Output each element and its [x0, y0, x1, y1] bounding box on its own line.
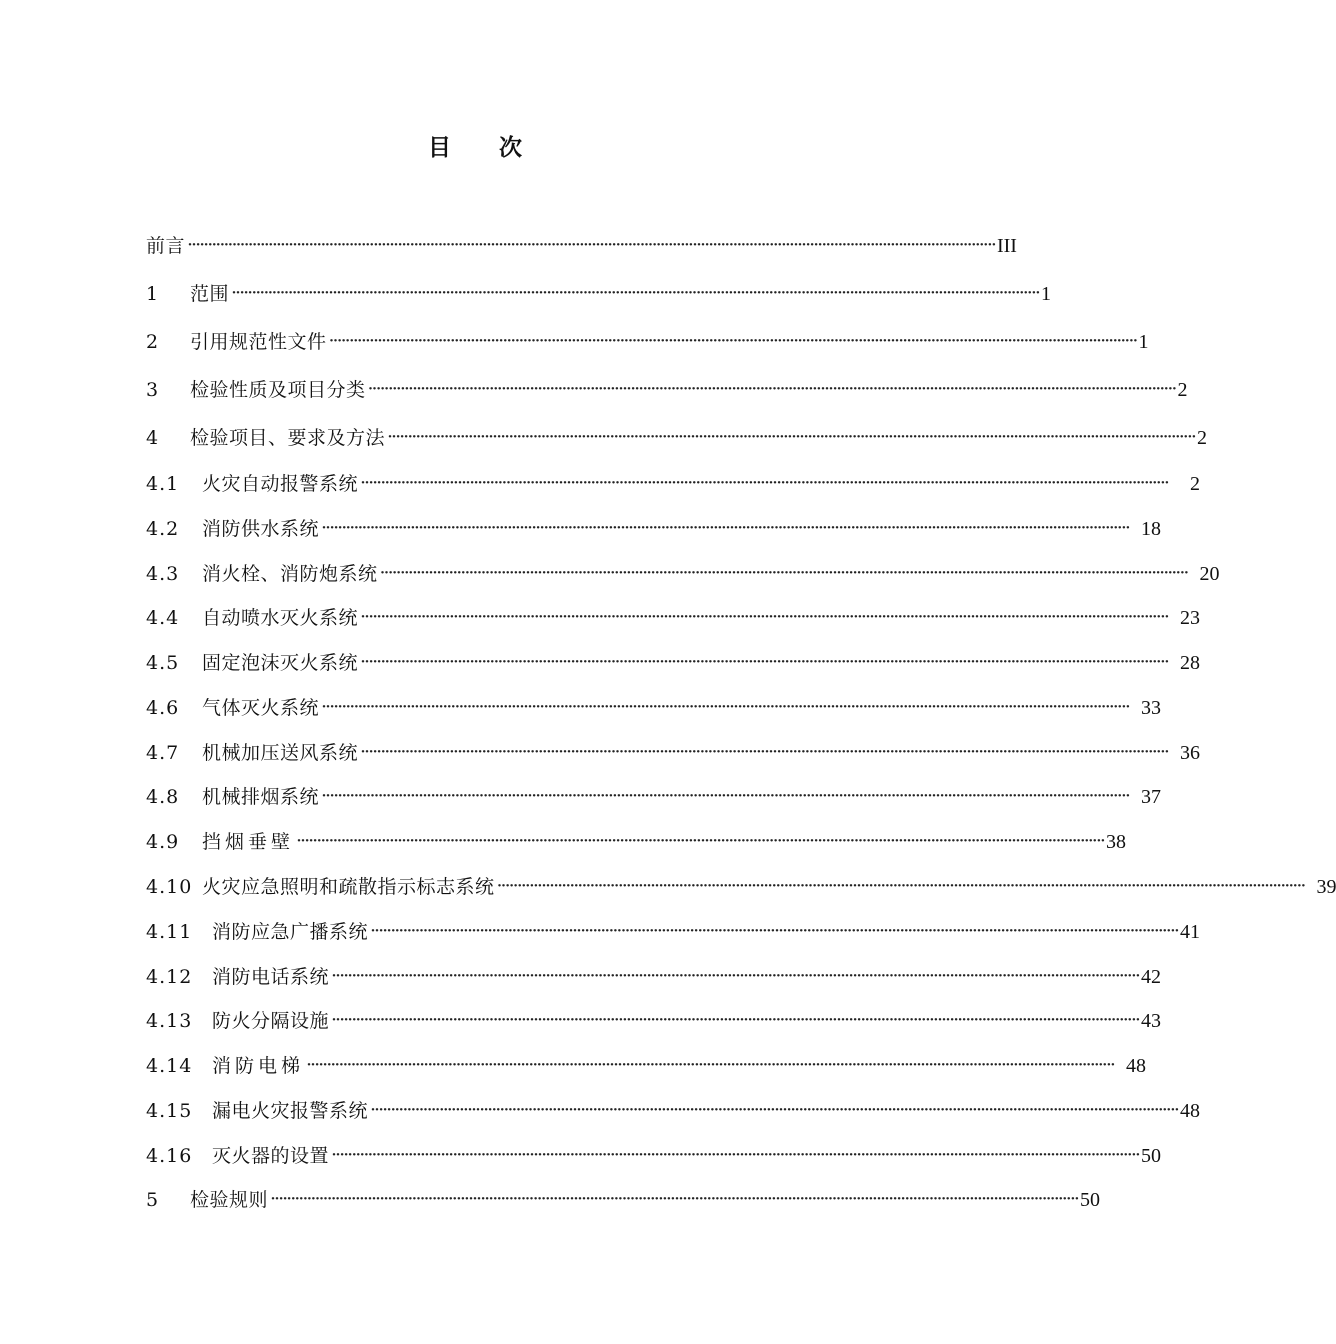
toc-entry[interactable]	[146, 1136, 1161, 1176]
toc-entry[interactable]	[146, 418, 1207, 458]
toc-entry[interactable]	[146, 322, 1149, 362]
toc-entry-number: 4	[146, 427, 160, 449]
toc-entry-label: 气体灭火系统	[202, 697, 320, 719]
toc-entry-label: 检验项目、要求及方法	[190, 427, 386, 449]
toc-entry-label: 消防电梯	[212, 1055, 305, 1077]
toc-entry-label: 前言	[146, 235, 186, 257]
toc-entry[interactable]	[146, 1091, 1200, 1131]
toc-entry-label: 机械排烟系统	[202, 786, 320, 808]
toc-entry-page: 38	[1105, 831, 1126, 853]
toc-leader: ········································································································································································································	[187, 234, 995, 256]
toc-entry-label: 检验性质及项目分类	[190, 379, 366, 401]
toc-entry-page: 50	[1079, 1189, 1100, 1211]
toc-entry-label: 消防电话系统	[212, 966, 330, 988]
toc-entry-number: 2	[146, 331, 160, 353]
toc-leader: ········································································································································································································	[231, 282, 1039, 304]
toc-entry[interactable]	[146, 957, 1161, 997]
toc-entry-label: 挡烟垂壁	[202, 831, 295, 853]
toc-entry-number: 4.4	[146, 607, 180, 629]
toc-entry-page: 50	[1140, 1145, 1161, 1167]
toc-entry-number: 4.12	[146, 966, 193, 988]
toc-entry-number: 4.5	[146, 652, 180, 674]
toc-entry[interactable]	[146, 733, 1200, 773]
toc-entry-label: 固定泡沫灭火系统	[202, 652, 359, 674]
toc-entry-label: 消防应急广播系统	[212, 921, 369, 943]
toc-entry-page: 2	[1196, 427, 1207, 449]
toc-entry-page: 2	[1177, 379, 1188, 401]
toc-leader: ········································································································································································································	[360, 606, 1168, 628]
toc-entry[interactable]	[146, 912, 1200, 952]
toc-entry-number: 4.13	[146, 1010, 193, 1032]
toc-entry-label: 引用规范性文件	[190, 331, 327, 353]
toc-entry-number: 4.6	[146, 697, 180, 719]
toc-leader: ········································································································································································································	[328, 330, 1137, 352]
toc-entry-label: 防火分隔设施	[212, 1010, 330, 1032]
toc-leader: ········································································································································································································	[306, 1054, 1114, 1076]
toc-entry-number: 4.10	[146, 876, 193, 898]
toc-leader: ········································································································································································································	[331, 965, 1139, 987]
toc-entry-number: 4.8	[146, 786, 180, 808]
toc-entry[interactable]	[146, 226, 1017, 266]
toc-leader: ········································································································································································································	[379, 562, 1188, 584]
toc-entry[interactable]	[146, 598, 1200, 638]
toc-entry-label: 消火栓、消防炮系统	[202, 563, 378, 585]
toc-entry-number: 4.16	[146, 1145, 193, 1167]
toc-entry-label: 消防供水系统	[202, 518, 320, 540]
toc-entry-number: 3	[146, 379, 160, 401]
toc-entry[interactable]	[146, 370, 1188, 410]
toc-entry[interactable]	[146, 509, 1161, 549]
toc-entry[interactable]	[146, 867, 1336, 907]
toc-entry[interactable]	[146, 822, 1126, 862]
toc-leader: ········································································································································································································	[387, 426, 1195, 448]
toc-leader: ········································································································································································································	[321, 517, 1129, 539]
toc-entry-page: 37	[1140, 786, 1161, 808]
toc-entry-page: 48	[1125, 1055, 1146, 1077]
toc-leader: ········································································································································································································	[270, 1188, 1078, 1210]
toc-entry-label: 自动喷水灭火系统	[202, 607, 359, 629]
toc-leader: ········································································································································································································	[331, 1144, 1139, 1166]
toc-entry-label: 检验规则	[190, 1189, 269, 1211]
toc-entry[interactable]	[146, 274, 1051, 314]
toc-entry[interactable]	[146, 1180, 1100, 1220]
toc-entry-page: 1	[1138, 331, 1149, 353]
toc-entry-number: 5	[146, 1189, 160, 1211]
toc-entry[interactable]	[146, 688, 1161, 728]
toc-entry-page: III	[996, 235, 1017, 257]
toc-entry-label: 范围	[190, 283, 230, 305]
toc-leader: ········································································································································································································	[331, 1009, 1139, 1031]
toc-leader: ········································································································································································································	[370, 920, 1178, 942]
toc-entry-page: 41	[1179, 921, 1200, 943]
toc-leader: ········································································································································································································	[360, 651, 1168, 673]
toc-entry-number: 4.2	[146, 518, 180, 540]
toc-leader: ········································································································································································································	[370, 1099, 1178, 1121]
toc-entry[interactable]	[146, 554, 1220, 594]
toc-entry-page: 42	[1140, 966, 1161, 988]
toc-leader: ········································································································································································································	[367, 378, 1176, 400]
toc-leader: ········································································································································································································	[360, 472, 1168, 494]
toc-entry-page: 36	[1179, 742, 1200, 764]
toc-entry-page: 23	[1179, 607, 1200, 629]
page-title	[0, 132, 950, 164]
toc-leader: ········································································································································································································	[321, 696, 1129, 718]
toc-entry-label: 漏电火灾报警系统	[212, 1100, 369, 1122]
toc-entry[interactable]	[146, 643, 1200, 683]
toc-entry[interactable]	[146, 1001, 1161, 1041]
toc-leader: ········································································································································································································	[360, 741, 1168, 763]
toc-entry[interactable]	[146, 1046, 1146, 1086]
title-char-2: 次	[499, 135, 522, 161]
toc-leader: ········································································································································································································	[296, 830, 1104, 852]
toc-leader: ········································································································································································································	[321, 785, 1129, 807]
toc-entry-page: 39	[1316, 876, 1336, 898]
toc-entry-page: 2	[1189, 473, 1200, 495]
toc-entry-number: 4.15	[146, 1100, 193, 1122]
toc-entry-number: 4.9	[146, 831, 180, 853]
toc-entry-page: 48	[1179, 1100, 1200, 1122]
toc-entry-page: 43	[1140, 1010, 1161, 1032]
toc-entry-number: 4.1	[146, 473, 180, 495]
toc-entry-page: 33	[1140, 697, 1161, 719]
toc-entry-number: 4.14	[146, 1055, 193, 1077]
toc-entry-number: 4.7	[146, 742, 180, 764]
toc-entry[interactable]	[146, 777, 1161, 817]
toc-entry-page: 28	[1179, 652, 1200, 674]
toc-entry-page: 20	[1199, 563, 1220, 585]
toc-entry-page: 18	[1140, 518, 1161, 540]
toc-entry[interactable]	[146, 464, 1200, 504]
toc-entry-number: 1	[146, 283, 160, 305]
toc-entry-number: 4.11	[146, 921, 193, 943]
toc-leader: ········································································································································································································	[496, 875, 1305, 897]
toc-entry-label: 火灾自动报警系统	[202, 473, 359, 495]
title-char-1: 目	[428, 135, 451, 161]
toc-entry-label: 灭火器的设置	[212, 1145, 330, 1167]
toc-entry-page: 1	[1040, 283, 1051, 305]
toc-entry-label: 火灾应急照明和疏散指示标志系统	[202, 876, 495, 898]
toc-entry-label: 机械加压送风系统	[202, 742, 359, 764]
toc-entry-number: 4.3	[146, 563, 180, 585]
